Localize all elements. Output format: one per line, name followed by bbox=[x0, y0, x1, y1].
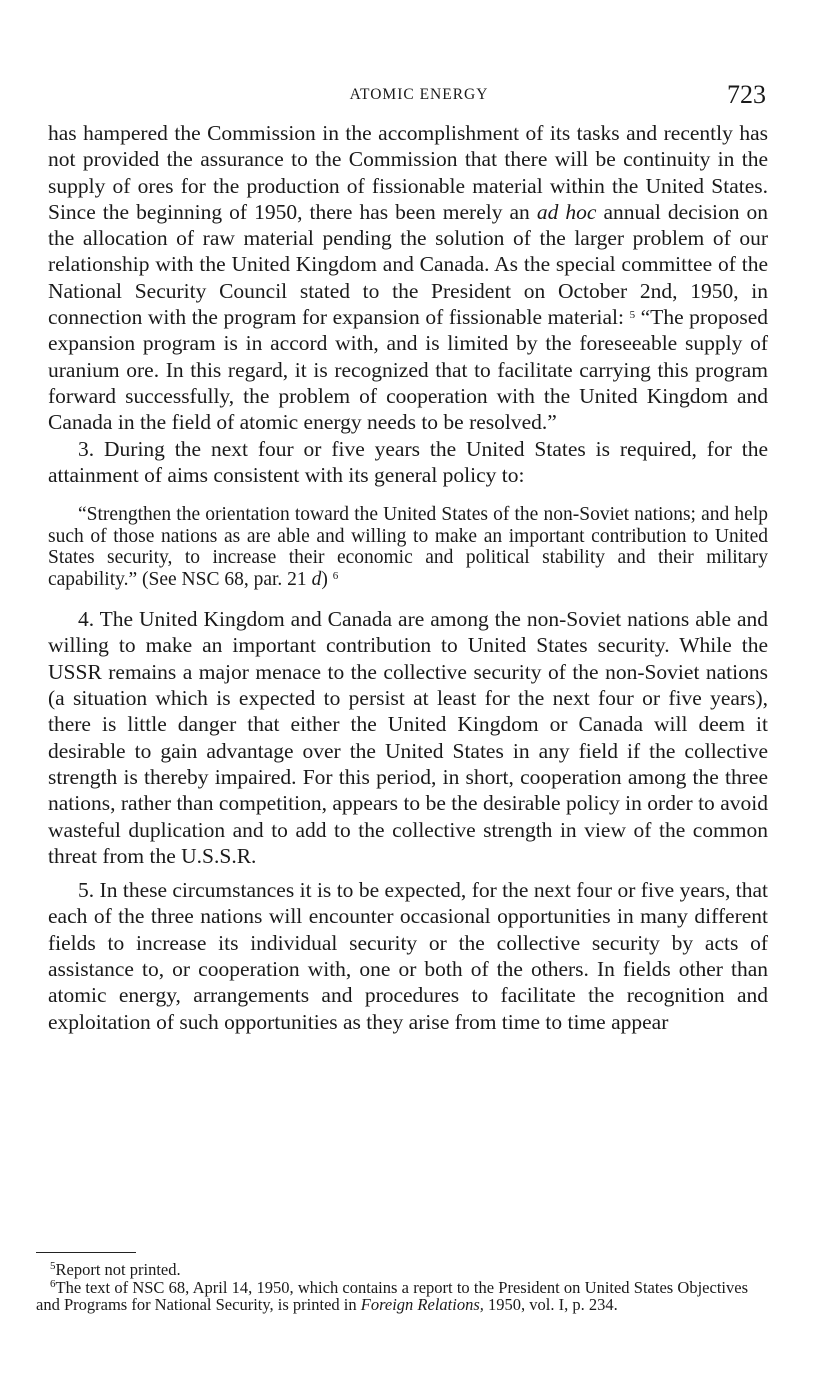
block-quote bbox=[48, 504, 768, 590]
footnote-emphasis: Foreign Relations, bbox=[360, 1295, 484, 1314]
paragraph-4: 4. The United Kingdom and Canada are among the non-Soviet nations able and willing to make an important contribution to United States security. While the USSR remains a major menace to the collective security of the non-Soviet nations (a situation which is expected to persist at least for the next four or five years), there is little danger that either the United Kingdom or Canada will deem it desirable to gain advantage over the United States in any field if the collective strength is thereby impaired. For this period, in short, cooperation among the three nations, rather than competition, appears to be the desirable policy in order to avoid wasteful duplication and to add to the collective strength in view of the common threat from the U.S.S.R. bbox=[48, 607, 768, 868]
emphasis-text: d bbox=[311, 568, 322, 590]
paragraph-5: 5. In these circumstances it is to be expected, for the next four or five years, that each of the three nations will encounter occasional opportunities in many different fields to increase its individual security or the collective security by acts of assistance to, or cooperation with, one or both of the others. In fields other than atomic energy, arrangements and procedures to facilitate the recognition and exploitation of such opportunities as they arise from time to time appear bbox=[48, 878, 768, 1034]
footnote-ref: 6 bbox=[332, 569, 339, 582]
footnote-6 bbox=[36, 1279, 748, 1314]
footnote-marker: 5 bbox=[50, 1260, 56, 1272]
quote-close: ) bbox=[321, 568, 328, 590]
quote-text: “Strengthen the orientation toward the United States of the non-Soviet nations; and help such of those nations as are able and willing to make an important contribution to United States security, to increase their economic and political stability and their military capability.” (See NSC 68, par. 21 bbox=[48, 504, 768, 590]
footnote-text: 1950, vol. I, p. 234. bbox=[488, 1295, 618, 1314]
body-text bbox=[48, 120, 768, 1035]
footnotes bbox=[36, 1252, 748, 1314]
emphasis-text: ad hoc bbox=[536, 199, 597, 224]
paragraph-continued bbox=[48, 120, 768, 436]
running-title: ATOMIC ENERGY bbox=[349, 86, 489, 103]
footnote-5 bbox=[36, 1261, 748, 1279]
paragraph-text: annual decision on the allocation of raw material pending the solution of the larger problem of our relationship with the United Kingdom and Canada. As the special committee of the National Security Council stated to the President on October 2nd, 1950, in connection with the program for expansion of fissionable material: bbox=[48, 199, 769, 330]
page-number: 723 bbox=[727, 80, 766, 109]
running-head bbox=[0, 80, 838, 114]
paragraph-text: “The proposed expansion program is in accord with, and is limited by the foreseeable supply of uranium ore. In this regard, it is recognized that to facilitate carrying this program forward successfully, the problem of cooperation with the United Kingdom and Canada in the field of atomic energy needs to be resolved.” bbox=[48, 305, 769, 435]
footnote-divider bbox=[36, 1252, 136, 1253]
footnote-text: The text of NSC 68, April 14, 1950, which contains a report to the President on United States Objectives and Programs for National Security, is printed in bbox=[36, 1277, 748, 1314]
footnote-marker: 6 bbox=[50, 1277, 56, 1290]
footnote-text: Report not printed. bbox=[55, 1260, 181, 1279]
footnote-ref: 5 bbox=[629, 309, 636, 322]
paragraph-text: has hampered the Commission in the accomplishment of its tasks and recently has not provided the assurance to the Commission that there will be continuity in the supply of ores for the production of fissionable material within the United States. Since the beginning of 1950, there has been merely an bbox=[48, 121, 768, 224]
paragraph-3: 3. During the next four or five years the United States is required, for the attainment of aims consistent with its general policy to: bbox=[48, 436, 768, 487]
